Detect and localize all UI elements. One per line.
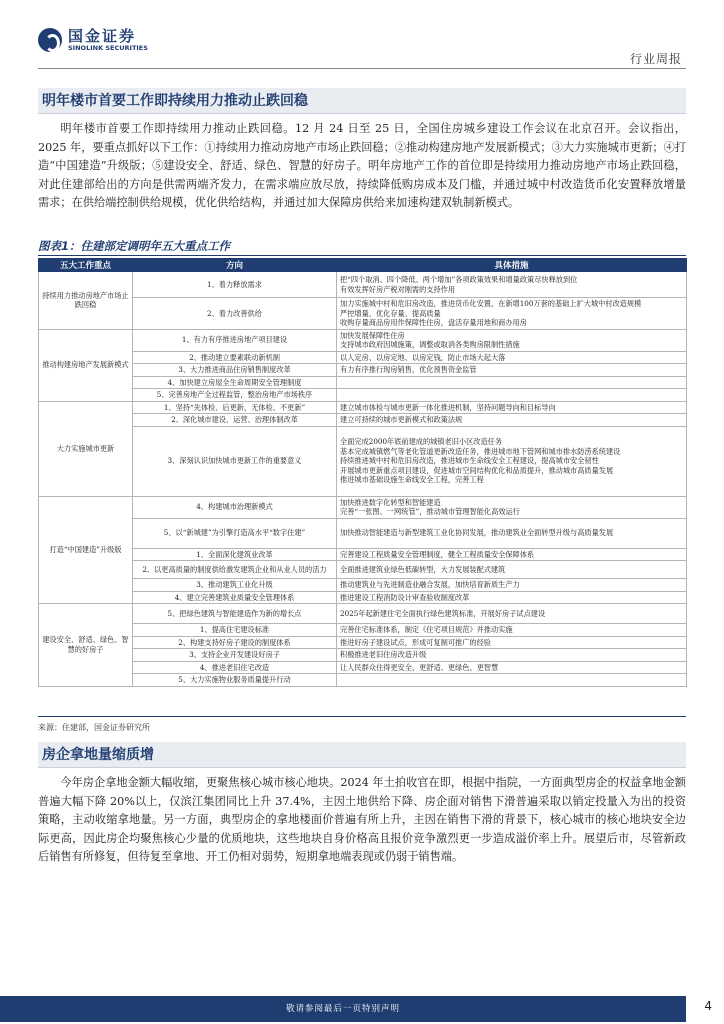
measure-line: 建立可持续的城市更新模式和政策法规 xyxy=(340,415,463,424)
measures-cell xyxy=(337,414,687,427)
direction-cell: 4、建立完善建筑业质量安全管理体系 xyxy=(133,591,337,604)
report-type-label: 行业周报 xyxy=(629,52,682,66)
table-row xyxy=(39,329,687,351)
table-row xyxy=(39,364,687,377)
measure-line: 完善“一张图、一网统管”，推动城市管理智能化高效运行 xyxy=(340,507,520,516)
measures-cell xyxy=(337,604,687,624)
measures-cell xyxy=(337,329,687,351)
figure-caption: 图表1：住建部定调明年五大重点工作 xyxy=(38,239,230,253)
table-row xyxy=(39,518,687,548)
direction-cell: 2、以更高质量的制度供给激发建筑企业和从业人员的活力 xyxy=(133,561,337,579)
direction-cell: 4、推进老旧住宅改造 xyxy=(133,661,337,674)
key-tasks-table xyxy=(38,258,687,687)
measures-cell xyxy=(337,298,687,330)
direction-cell: 5、大力实施物业服务质量提升行动 xyxy=(133,674,337,687)
table-row xyxy=(39,548,687,561)
section-title-land: 房企拿地量缩质增 xyxy=(38,742,686,768)
measures-cell xyxy=(337,636,687,649)
measure-line: 严控增量、优化存量、提高质量 xyxy=(340,308,441,318)
direction-cell: 3、支持企业开发建设好房子 xyxy=(133,649,337,662)
table-row xyxy=(39,414,687,427)
direction-cell: 2、着力改善供给 xyxy=(133,298,337,330)
direction-cell: 1、着力释放需求 xyxy=(133,272,337,298)
paragraph-land: 今年房企拿地金额大幅收缩，更聚焦核心城市核心地块。2024 年土拍收官在即，根据中指院，一方面典型房企的权益拿地金额普遍大幅下降 20%以上，仅滨江集团同比上升 37.4%，主因土地供给下降、房企面对销售下滑普遍采取以销定投量入为出的投资策略，主动收缩拿地量。另一方面，典型房企的拿地楼面价普遍有所上升，主因在销售下滑的背景下，核心城市的核心地块安全边际更高，因此房企均聚焦核心少量的优质地块，这些地块自身价格高且报价竞争激烈更一步造成溢价率上升。展望后市，尽管新政后销售有所修复，但待复至拿地、开工仍相对弱势，短期拿地端表现或仍弱于销售端。 xyxy=(38,776,686,864)
measures-cell xyxy=(337,591,687,604)
logo-mark-icon xyxy=(38,28,62,52)
task-cell: 持续用力推动房地产市场止跌回稳 xyxy=(39,272,133,330)
direction-cell: 4、加快建立房屋全生命周期安全管理制度 xyxy=(133,376,337,389)
direction-cell: 5、以“新城建”为引擎打造高水平“数字住建” xyxy=(133,518,337,548)
table-row xyxy=(39,649,687,662)
direction-cell: 5、完善房地产全过程监管，整治房地产市场秩序 xyxy=(133,389,337,402)
table-row xyxy=(39,376,687,389)
company-logo xyxy=(38,28,148,52)
table-row xyxy=(39,604,687,624)
measures-cell xyxy=(337,661,687,674)
direction-cell: 1、有力有序推进房地产项目建设 xyxy=(133,329,337,351)
direction-cell: 1、提高住宅建设标准 xyxy=(133,624,337,637)
header-tasks: 五大工作重点 xyxy=(39,259,133,272)
measure-line: 完善住宅标准体系，制定《住宅项目规范》并推动实施 xyxy=(340,625,513,634)
measure-line: 推进好房子建设试点，形成可复制可推广的经验 xyxy=(340,637,491,647)
direction-cell: 2、推动建立要素联动新机制 xyxy=(133,351,337,364)
page-header xyxy=(0,0,724,70)
measures-cell xyxy=(337,496,687,518)
measures-cell xyxy=(337,401,687,414)
measures-cell xyxy=(337,351,687,364)
paragraph-market: 明年楼市首要工作即持续用力推动止跌回稳。12 月 24 日至 25 日，全国住房城乡建设工作会议在北京召开。会议指出，2025 年，要重点抓好以下工作：①持续用力推动房地产市场止跌回稳；②推动构建房地产发展新模式；③大力实施城市更新；④打造“中国建造”升级版；⑤建设安全、舒适、绿色、智慧的好房子。明年房地产工作的首位即是持续用力推动房地产市场止跌回稳，对此住建部给出的方向是供需两端齐发力，在需求端应放尽放，持续降低购房成本及门槛，并通过城中村改造货币化安置释放增量需求；在供给端控制供给规模，优化供给结构，并通过加大保障房供给来加速构建双轨制新模式。 xyxy=(38,122,686,210)
direction-cell: 1、坚持“先体检、后更新，无体检、不更新” xyxy=(133,401,337,414)
measure-line: 持续推进城中村和危旧房改造，推进城市生命线安全工程建设，提高城市安全韧性 xyxy=(340,456,599,466)
measure-line: 加快推进数字化转型和智能建造 xyxy=(340,497,441,507)
table-row xyxy=(39,591,687,604)
measures-cell xyxy=(337,561,687,579)
measures-cell xyxy=(337,364,687,377)
page-footer xyxy=(0,996,724,1024)
measure-line: 建立城市体检与城市更新一体化推进机制，坚持问题导向和目标导向 xyxy=(340,402,556,412)
logo-name-en: SINOLINK SECURITIES xyxy=(68,44,148,52)
direction-cell: 2、深化城市建设、运营、治理体制改革 xyxy=(133,414,337,427)
task-cell: 推动构建房地产发展新模式 xyxy=(39,329,133,401)
table-row xyxy=(39,561,687,579)
direction-cell: 5、把绿色建筑与智能建造作为新的增长点 xyxy=(133,604,337,624)
table-header-row xyxy=(39,259,687,272)
measure-line: 推进建设工程消防设计审查验收制度改革 xyxy=(340,592,470,602)
measure-line: 推进城市基础设施生命线安全工程，完善工程 xyxy=(340,475,484,485)
direction-cell: 3、推动建筑工业化升级 xyxy=(133,579,337,592)
measure-line: 推动建筑业与先进制造业融合发展，加快培育新质生产力 xyxy=(340,580,520,589)
header-measures: 具体措施 xyxy=(337,259,687,272)
measure-line: 把“四个取消、四个降低、两个增加”各项政策效果和增量政策尽快释放到位 xyxy=(340,275,578,284)
table-row xyxy=(39,636,687,649)
page-number: 4 xyxy=(704,999,712,1013)
logo-name-cn: 国金证券 xyxy=(68,27,137,45)
header-direction: 方向 xyxy=(133,259,337,272)
measures-cell xyxy=(337,426,687,496)
direction-cell: 2、构建支持好房子建设的制度体系 xyxy=(133,636,337,649)
measure-line: 积极推进老旧住房改造升级 xyxy=(340,650,427,659)
measures-cell xyxy=(337,579,687,592)
measure-line: 基本完成城镇燃气等老化管道更新改造任务，推进城市地下管网和城市排水防涝系统建设 xyxy=(340,446,621,456)
measure-line: 加快推动智能建造与新型建筑工业化协同发展，推动建筑业全面转型升级与高质量发展 xyxy=(340,528,614,538)
figure-bottom-rule xyxy=(38,716,686,717)
measure-line: 开展城市更新重点项目建设，促进城市空间结构优化和品质提升，推动城市高质量发展 xyxy=(340,465,614,475)
measure-line: 完善建设工程质量安全管理制度，健全工程质量安全保障体系 xyxy=(340,549,535,559)
task-cell: 建设安全、舒适、绿色、智慧的好房子 xyxy=(39,604,133,687)
table-row xyxy=(39,389,687,402)
measures-cell xyxy=(337,376,687,389)
measures-cell xyxy=(337,548,687,561)
table-row xyxy=(39,661,687,674)
measure-line: 加力实施城中村和危旧房改造，推进货币化安置，在新增100万套的基础上扩大城中村改造规模 xyxy=(340,299,642,308)
measures-cell xyxy=(337,649,687,662)
task-cell: 打造“中国建造”升级版 xyxy=(39,496,133,604)
measure-line: 收购存量商品房用作保障性住房，盘活存量用地和商办用房 xyxy=(340,318,527,327)
measure-line: 全面完成2000年底前建成的城镇老旧小区改造任务 xyxy=(340,437,503,447)
measures-cell xyxy=(337,624,687,637)
footer-disclaimer: 敬请参阅最后一页特别声明 xyxy=(285,1004,400,1014)
figure-top-rule xyxy=(38,255,686,256)
direction-cell: 1、全面深化建筑业改革 xyxy=(133,548,337,561)
table-row xyxy=(39,496,687,518)
measure-line: 让人民群众住得更安全、更舒适、更绿色、更智慧 xyxy=(340,662,499,672)
table-row xyxy=(39,426,687,496)
measure-line: 2025年起新建住宅全面执行绿色建筑标准，开展好房子试点建设 xyxy=(340,608,546,618)
table-row xyxy=(39,351,687,364)
measures-cell xyxy=(337,272,687,298)
measures-cell xyxy=(337,518,687,548)
measure-line: 加快发展保障性住房 xyxy=(340,330,405,340)
section-title-market: 明年楼市首要工作即持续用力推动止跌回稳 xyxy=(38,88,686,114)
table-row xyxy=(39,624,687,637)
measure-line: 支持城市政府因城施策，调整或取消各类购房限制性措施 xyxy=(340,340,520,349)
table-row xyxy=(39,674,687,687)
table-row xyxy=(39,401,687,414)
direction-cell: 3、深刻认识加快城市更新工作的重要意义 xyxy=(133,426,337,496)
measure-line: 全面推进建筑业绿色低碳转型，大力发展装配式建筑 xyxy=(340,564,506,574)
measure-line: 有力有序推行现房销售，优化预售资金监管 xyxy=(340,365,477,374)
measures-cell xyxy=(337,389,687,402)
measure-line: 有效发挥好房产税对刚需的支持作用 xyxy=(340,284,456,294)
table-row xyxy=(39,579,687,592)
figure-source: 来源：住建部，国金证券研究所 xyxy=(38,723,150,732)
table-row xyxy=(39,272,687,298)
table-row xyxy=(39,298,687,330)
task-cell: 大力实施城市更新 xyxy=(39,401,133,496)
measures-cell xyxy=(337,674,687,687)
direction-cell: 4、构建城市治理新模式 xyxy=(133,496,337,518)
header-divider xyxy=(38,68,686,69)
measure-line: 以人定房、以房定地、以房定钱，防止市场大起大落 xyxy=(340,352,506,362)
direction-cell: 3、大力推进商品住房销售制度改革 xyxy=(133,364,337,377)
